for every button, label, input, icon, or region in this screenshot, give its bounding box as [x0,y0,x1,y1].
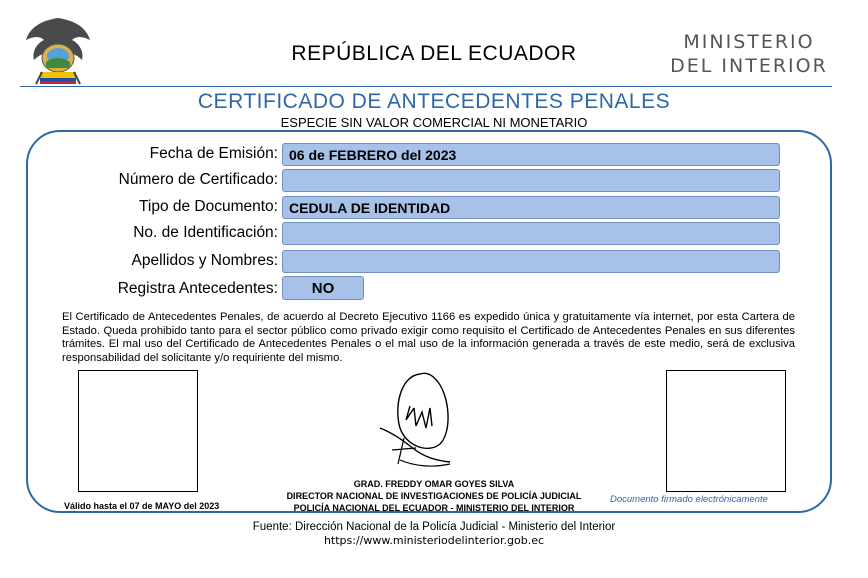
signatory-name: GRAD. FREDDY OMAR GOYES SILVA [353,479,515,489]
signature-image [370,368,480,476]
field-value-fecha: 06 de FEBRERO del 2023 [282,143,780,166]
ministry-logo-text [664,30,834,78]
footer-source-link[interactable]: Dirección Nacional de la Policía Judicial [294,521,499,533]
photo-box-right [666,370,786,492]
field-value-tipo: CEDULA DE IDENTIDAD [282,196,780,219]
header-divider [20,86,832,87]
photo-box-left [78,370,198,492]
footer-source-line [0,520,868,534]
field-label-antecedentes: Registra Antecedentes: [117,280,278,297]
field-label-fecha: Fecha de Emisión: [149,145,278,162]
field-value-numero [282,169,780,192]
footer-source [0,520,868,548]
certificate-title: CERTIFICADO DE ANTECEDENTES PENALES [197,90,671,113]
field-value-identificacion [282,222,780,245]
certificate-subtitle: ESPECIE SIN VALOR COMERCIAL NI MONETARIO [280,115,588,130]
field-label-tipo: Tipo de Documento: [138,198,278,215]
signatory-title: DIRECTOR NACIONAL DE INVESTIGACIONES DE POLICÍA JUDICIAL [286,491,582,501]
footer-source-suffix: - Ministerio del Interior [498,521,616,533]
signatory-organization: POLICÍA NACIONAL DEL ECUADOR - MINISTERIO DEL INTERIOR [293,503,575,513]
field-label-identificacion: No. de Identificación: [133,224,278,241]
electronic-signature-note: Documento firmado electrónicamente [610,494,768,505]
field-value-nombres [282,250,780,273]
footer-source-prefix: Fuente: [252,521,295,533]
validity-date: Válido hasta el 07 de MAYO del 2023 [64,501,220,511]
country-heading: REPÚBLICA DEL ECUADOR [291,42,577,65]
legal-paragraph: El Certificado de Antecedentes Penales, de acuerdo al Decreto Ejecutivo 1166 es expedido única y gratuitamente vía internet, por esta Cartera de Estado. Queda prohibido tanto para el sector público como privado exigir como requisito el Certificado de Antecedentes Penales en sus diferentes trámites. El mal uso del Certificado de Antecedentes Penales o el mal uso de la información generada a través de este medio, será de exclusiva responsabilidad del solicitante y/o requiriente del mismo. [62,311,795,364]
field-value-antecedentes: NO [282,276,364,300]
ministry-line-2: DEL INTERIOR [670,55,828,77]
field-label-nombres: Apellidos y Nombres: [131,252,278,269]
ministry-line-1: MINISTERIO [683,31,815,53]
footer-url[interactable]: https://www.ministeriodelinterior.gob.ec [323,534,545,547]
field-label-numero: Número de Certificado: [118,171,278,188]
